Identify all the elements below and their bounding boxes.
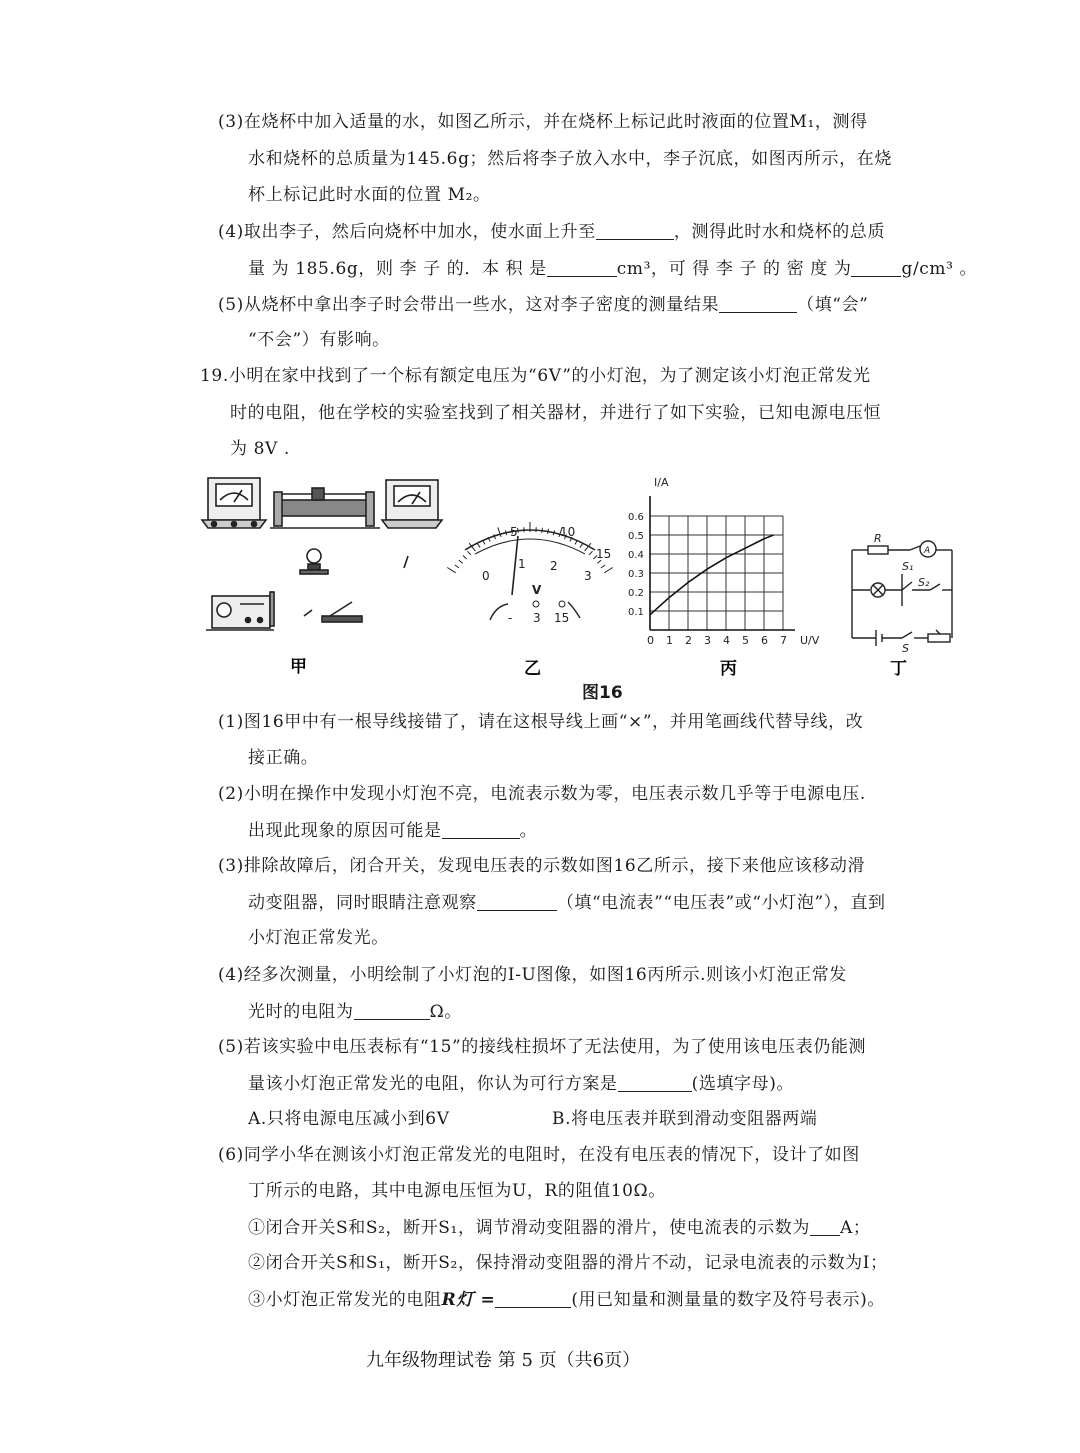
switch-drawing (304, 602, 362, 622)
answer-blank[interactable] (851, 258, 901, 277)
power-supply-drawing (206, 592, 274, 630)
q19-p6-step3 (248, 1289, 885, 1310)
circuit-diagram (852, 541, 952, 646)
x-tick-label: 4 (723, 634, 730, 647)
dial-tick (467, 551, 470, 555)
x-tick-label: 1 (666, 634, 673, 647)
q19-p6-step3-note: (用已知量和测量量的数字及符号表示)。 (571, 1290, 885, 1310)
q19-p4-line1: (4)经多次测量，小明绘制了小灯泡的I-U图像，如图16丙所示.则该小灯泡正常发 (218, 965, 847, 985)
q18-p4-text-b: ，测得此时水和烧杯的总质 (673, 222, 886, 242)
q19-p6-line1: (6)同学小华在测该小灯泡正常发光的电阻时，在没有电压表的情况下，设计了如图 (218, 1145, 860, 1165)
x-tick-label: 2 (685, 634, 692, 647)
dial-bottom-label: 3 (584, 569, 592, 583)
q18-p4-line2 (248, 258, 977, 279)
graph-xlabel: U/V (800, 634, 820, 647)
answer-blank[interactable] (547, 258, 617, 277)
circuit-label-s: S (902, 642, 909, 655)
dial-tick (604, 567, 612, 572)
q18-p3-line1: (3)在烧杯中加入适量的水，如图乙所示，并在烧杯上标记此时液面的位置M₁，测得 (218, 112, 868, 132)
q18-p5-text-a: (5)从烧杯中拿出李子时会带出一些水，这对李子密度的测量结果 (218, 295, 720, 315)
voltmeter-drawing (382, 480, 442, 528)
dial-top-label: 15 (596, 547, 612, 561)
y-tick-label: 0.2 (628, 588, 644, 599)
answer-blank[interactable] (442, 820, 520, 839)
q19-p3-line2 (248, 892, 886, 913)
apparatus-sketch (202, 478, 442, 630)
x-tick-label: 3 (704, 634, 711, 647)
q19-p5-text-a: 量该小灯泡正常发光的电阻，你认为可行方案是 (248, 1074, 618, 1094)
dial-tick (601, 565, 605, 568)
dial-terminal-label: - (508, 611, 513, 625)
q19-p4-text-a: 光时的电阻为 (248, 1002, 354, 1022)
q18-p5-line2: “不会”）有影响。 (248, 330, 390, 350)
x-tick-label: 5 (742, 634, 749, 647)
q19-p6-step3-text: ③小灯泡正常发光的电阻 (248, 1290, 442, 1310)
q18-p4-line1 (218, 221, 885, 242)
label-ding: 丁 (890, 659, 907, 679)
answer-blank[interactable] (810, 1217, 840, 1236)
q19-p6-step2: ②闭合开关S和S₁，断开S₂，保持滑动变阻器的滑片不动，记录电流表的示数为I； (248, 1253, 888, 1273)
q19-p1-line2: 接正确。 (248, 748, 319, 768)
q19-p5-line2 (248, 1073, 794, 1094)
q19-p6-line2: 丁所示的电路，其中电源电压恒为U，R的阻值10Ω。 (248, 1181, 666, 1201)
dial-bottom-label: 1 (518, 557, 526, 571)
q18-p4-text-a: (4)取出李子，然后向烧杯中加水，使水面上升至 (218, 222, 596, 242)
dial-tick (518, 528, 519, 533)
answer-blank[interactable] (495, 1289, 571, 1308)
x-tick-label: 0 (647, 634, 654, 647)
page-footer: 九年级物理试卷 第 5 页（共6页） (366, 1350, 641, 1371)
q19-p6-step1 (248, 1217, 870, 1238)
q19-p2-line1: (2)小明在操作中发现小灯泡不亮，电流表示数为零，电压表示数几乎等于电源电压. (218, 784, 866, 804)
circuit-label-s1: S₁ (902, 560, 914, 573)
q19-p5-option-a: A.只将电源电压减小到6V (248, 1109, 450, 1129)
label-bing: 丙 (720, 659, 737, 679)
q18-p5-line1 (218, 294, 868, 315)
q19-p2-text-b: 。 (519, 821, 538, 841)
q19-p5-line1: (5)若该实验中电压表标有“15”的接线柱损坏了无法使用，为了使用该电压表仍能测 (218, 1037, 867, 1057)
q19-p3-line3: 小灯泡正常发光。 (248, 928, 389, 948)
dial-tick (477, 543, 480, 547)
y-tick-label: 0.3 (628, 569, 644, 580)
x-tick-label: 7 (780, 634, 787, 647)
q19-intro-line2: 时的电阻，他在学校的实验室找到了相关器材，并进行了如下实验，已知电源电压恒 (230, 403, 882, 423)
label-yi: 乙 (524, 659, 541, 679)
label-jia: 甲 (290, 657, 307, 677)
dial-bottom-label: 0 (482, 569, 490, 583)
dial-top-label: 10 (560, 525, 576, 539)
q18-p3-line3: 杯上标记此时水面的位置 M₂。 (248, 185, 491, 205)
q19-p3-text-a: 动变阻器，同时眼睛注意观察 (248, 893, 477, 913)
answer-blank[interactable] (477, 892, 557, 911)
q19-p6-step1-unit: A； (839, 1218, 871, 1238)
dial-tick (589, 551, 592, 555)
ammeter-drawing (202, 478, 266, 528)
circuit-label-ammeter: A (924, 546, 931, 556)
figure-16 (190, 470, 970, 700)
dial-top-label: 5 (510, 525, 518, 539)
iu-graph (628, 476, 820, 647)
answer-blank[interactable] (354, 1001, 430, 1020)
y-tick-label: 0.6 (628, 512, 644, 523)
dial-tick (459, 560, 463, 563)
dial-tick (447, 567, 455, 572)
circuit-label-s2: S₂ (918, 576, 930, 589)
q19-p3-text-b: （填“电流表”“电压表”或“小灯泡”），直到 (556, 893, 886, 913)
x-tick-label: 6 (761, 634, 768, 647)
q19-p2-line2 (248, 820, 537, 841)
rheostat-drawing (270, 488, 380, 528)
figure-caption: 图16 (582, 683, 623, 703)
answer-blank[interactable] (618, 1073, 692, 1092)
dial-tick (463, 555, 467, 558)
dial-terminal-label: 15 (554, 611, 570, 625)
dial-tick (548, 529, 549, 534)
dial-tick (455, 565, 459, 568)
y-tick-label: 0.5 (628, 531, 644, 542)
y-tick-label: 0.1 (628, 607, 644, 618)
graph-ylabel: I/A (654, 476, 669, 489)
dial-tick (542, 528, 543, 533)
dial-tick (553, 530, 554, 535)
q19-p5-text-b: (选填字母)。 (691, 1074, 795, 1094)
q18-p4-text-c: 量 为 185.6g，则 李 子 的．本 积 是 (248, 259, 547, 279)
q19-intro-line3: 为 8V . (230, 439, 290, 459)
bulb-drawing (300, 549, 328, 574)
q19-p4-text-b: Ω。 (429, 1002, 462, 1022)
q19-p4-line2 (248, 1001, 462, 1022)
voltmeter-dial (447, 522, 612, 625)
answer-blank[interactable] (596, 221, 674, 240)
dial-unit: V (532, 583, 542, 597)
dial-tick (580, 543, 583, 547)
answer-blank[interactable] (719, 294, 797, 313)
q19-intro-line1: 19.小明在家中找到了一个标有额定电压为“6V”的小灯泡，为了测定该小灯泡正常发光 (200, 366, 871, 386)
q19-p5-option-b: B.将电压表并联到滑动变阻器两端 (552, 1109, 818, 1129)
dial-terminal-label: 3 (533, 611, 541, 625)
q19-p1-line1: (1)图16甲中有一根导线接错了，请在这根导线上画“×”，并用笔画线代替导线，改 (218, 712, 864, 732)
q19-p2-text-a: 出现此现象的原因可能是 (248, 821, 442, 841)
circuit-label-r: R (874, 532, 882, 545)
q18-p5-text-b: （填“会” (797, 295, 869, 315)
y-tick-label: 0.4 (628, 550, 644, 561)
q18-p3-line2: 水和烧杯的总质量为145.6g；然后将李子放入水中，李子沉底，如图丙所示，在烧 (248, 149, 892, 169)
dial-tick (505, 530, 506, 535)
q18-p4-text-e: g/cm³ 。 (901, 259, 978, 279)
q18-p4-text-d: cm³，可 得 李 子 的 密 度 为 (616, 259, 852, 279)
q19-p6-step1-text: ①闭合开关S和S₂，断开S₁，调节滑动变阻器的滑片，使电流表的示数为 (248, 1218, 810, 1238)
dial-bottom-label: 2 (550, 559, 558, 573)
resistance-symbol: R灯 = (441, 1290, 496, 1310)
q19-p3-line1: (3)排除故障后，闭合开关，发现电压表的示数如图16乙所示，接下来他应该移动滑 (218, 856, 866, 876)
